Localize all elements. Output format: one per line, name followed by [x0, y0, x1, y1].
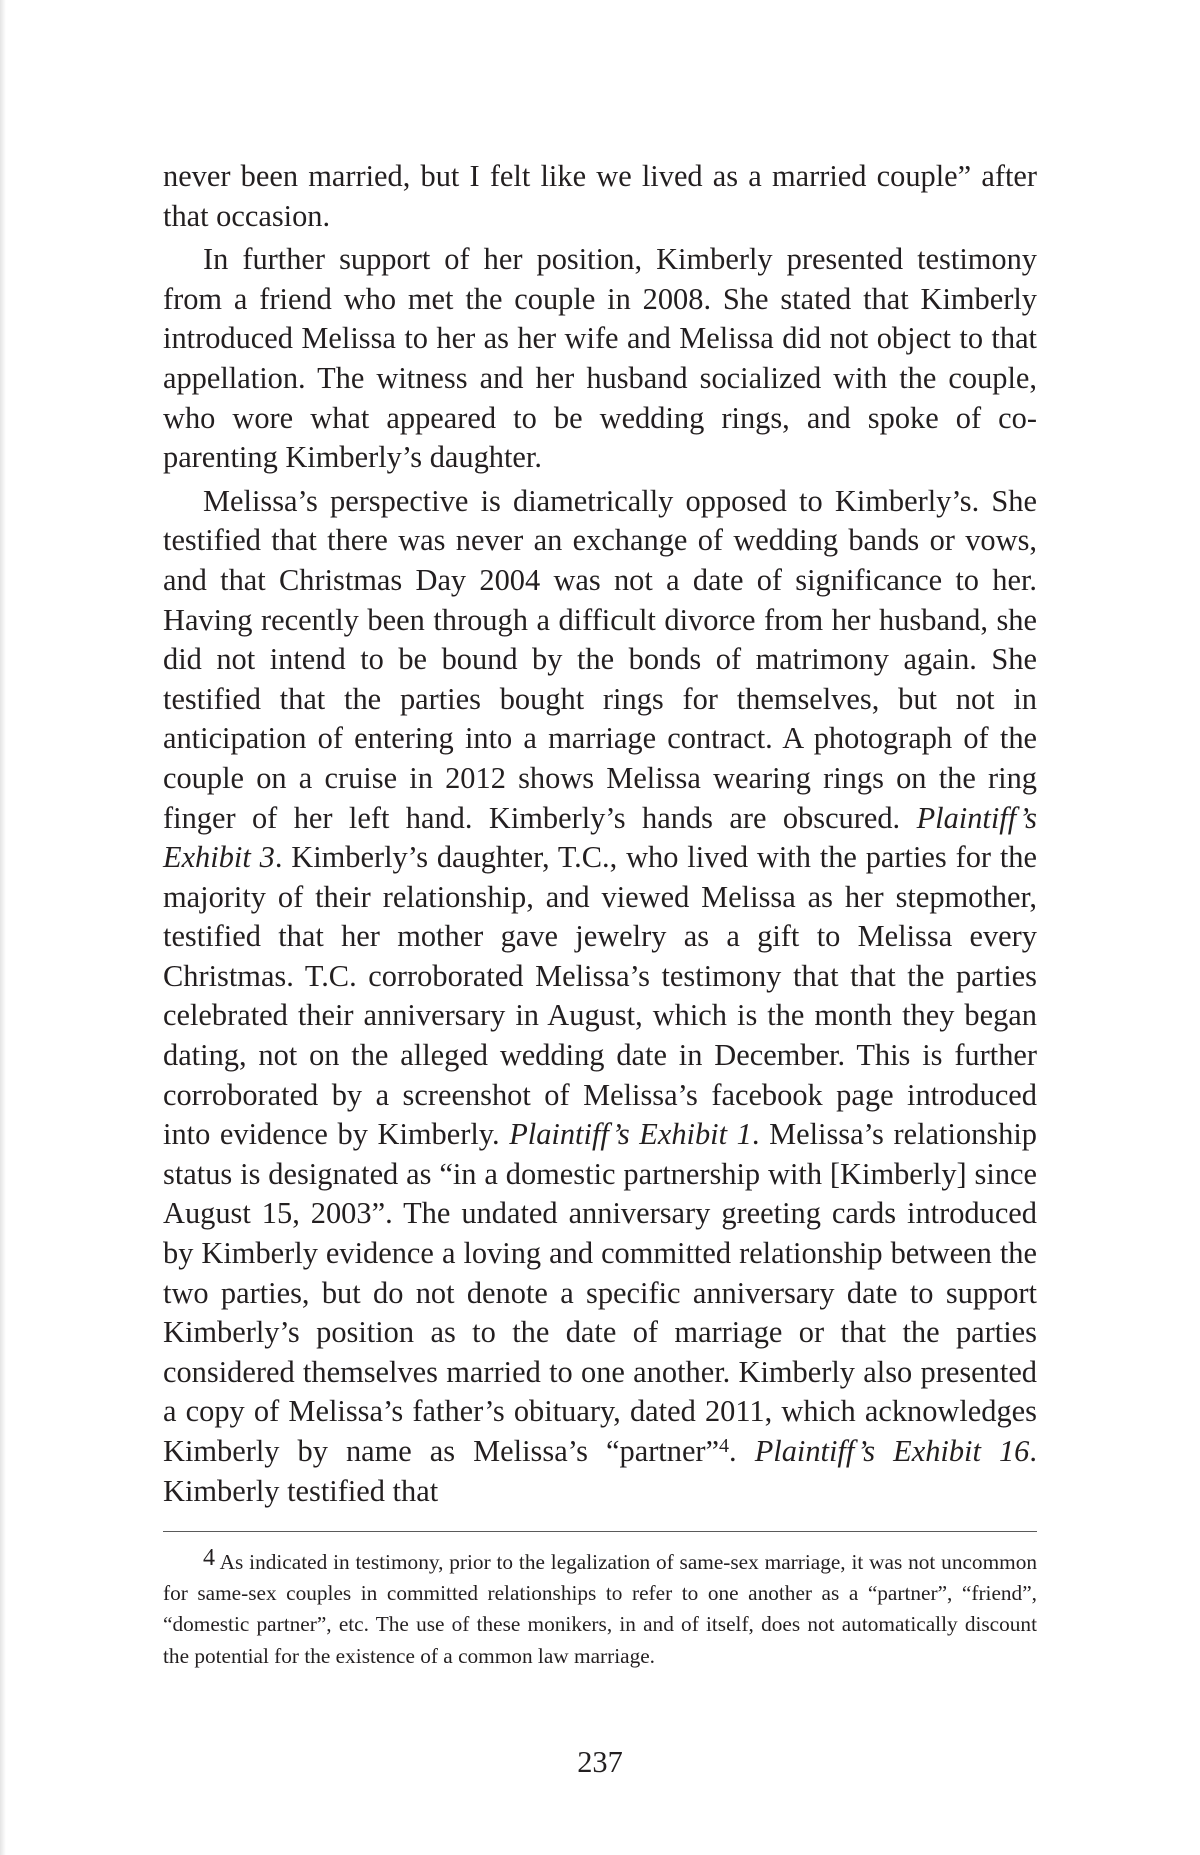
paragraph-text: Melissa’s perspective is diametrically opposed to Kimberly’s. She testified that there was never an exchange of wedding bands or vows, and that Christmas Day 2004 was not a date of significance to her. Having recently been through a difficult divorce from her husband, she did not intend to be bound by the bonds of matrimony again. She testified that the parties bought rings for themselves, but not in anticipation of entering into a marriage contract. A photograph of the couple on a cruise in 2012 shows Melissa wearing rings on the ring finger of her left hand. Kimberly’s hands are obscured.	[163, 483, 1037, 835]
exhibit-citation: Plaintiff’s Exhibit 16	[754, 1434, 1030, 1468]
body-text	[163, 157, 1037, 1511]
paragraph-text: .	[729, 1434, 755, 1468]
footnote	[163, 1547, 1037, 1672]
paragraph-friend-testimony: In further support of her position, Kimberly presented testimony from a friend who met the couple in 2008. She stated that Kimberly introduced Melissa to her as her wife and Melissa did not object to that appellation. The witness and her husband socialized with the couple, who wore what appeared to be wedding rings, and spoke of co-parenting Kimberly’s daughter.	[163, 242, 1037, 475]
footnote-text: As indicated in testimony, prior to the legalization of same-sex marriage, it was not uncommon for same-sex couples in committed relationships to refer to one another as a “partner”, “friend”, “domestic partner”, etc. The use of these monikers, in and of itself, does not automatically discount the potential for the existence of a common law marriage.	[163, 1550, 1037, 1668]
paragraph-text: . Melissa’s relationship status is designated as “in a domestic partnership with [Kimberly] since August 15, 2003”. The undated anniversary greeting cards introduced by Kimberly evidence a loving and committed relationship between the two parties, but do not denote a specific anniversary date to support Kimberly’s position as to the date of marriage or that the parties considered themselves married to one another. Kimberly also presented a copy of Melissa’s father’s obituary, dated 2011, which acknowledges Kimberly by name as Melissa’s “partner”	[163, 1117, 1037, 1468]
paragraph-text: . Kimberly’s daughter, T.C., who lived with the parties for the majority of their relationship, and viewed Melissa as her stepmother, testified that her mother gave jewelry as a gift to Melissa every Christmas. T.C. corroborated Melissa’s testimony that that the parties celebrated their anniversary in August, which is the month they began dating, not on the alleged wedding date in December. This is further corroborated by a screenshot of Melissa’s facebook page introduced into evidence by Kimberly.	[163, 840, 1037, 1152]
paragraph-melissa-perspective	[163, 482, 1037, 1511]
exhibit-citation: Plaintiff’s Exhibit 1	[509, 1117, 752, 1152]
exhibit-citation: Plaintiff’s Exhibit 3	[163, 800, 1037, 875]
page-number: 237	[577, 1745, 623, 1779]
paragraph-text: . Kimberly testified that	[163, 1434, 1037, 1508]
footnote-divider	[163, 1531, 1037, 1532]
page-edge-shadow	[0, 0, 6, 1855]
footnote-reference: 4	[719, 1435, 730, 1457]
paragraph-continued: never been married, but I felt like we lived as a married couple” after that occasion.	[163, 159, 1037, 233]
footnote-mark: 4	[203, 1545, 215, 1571]
